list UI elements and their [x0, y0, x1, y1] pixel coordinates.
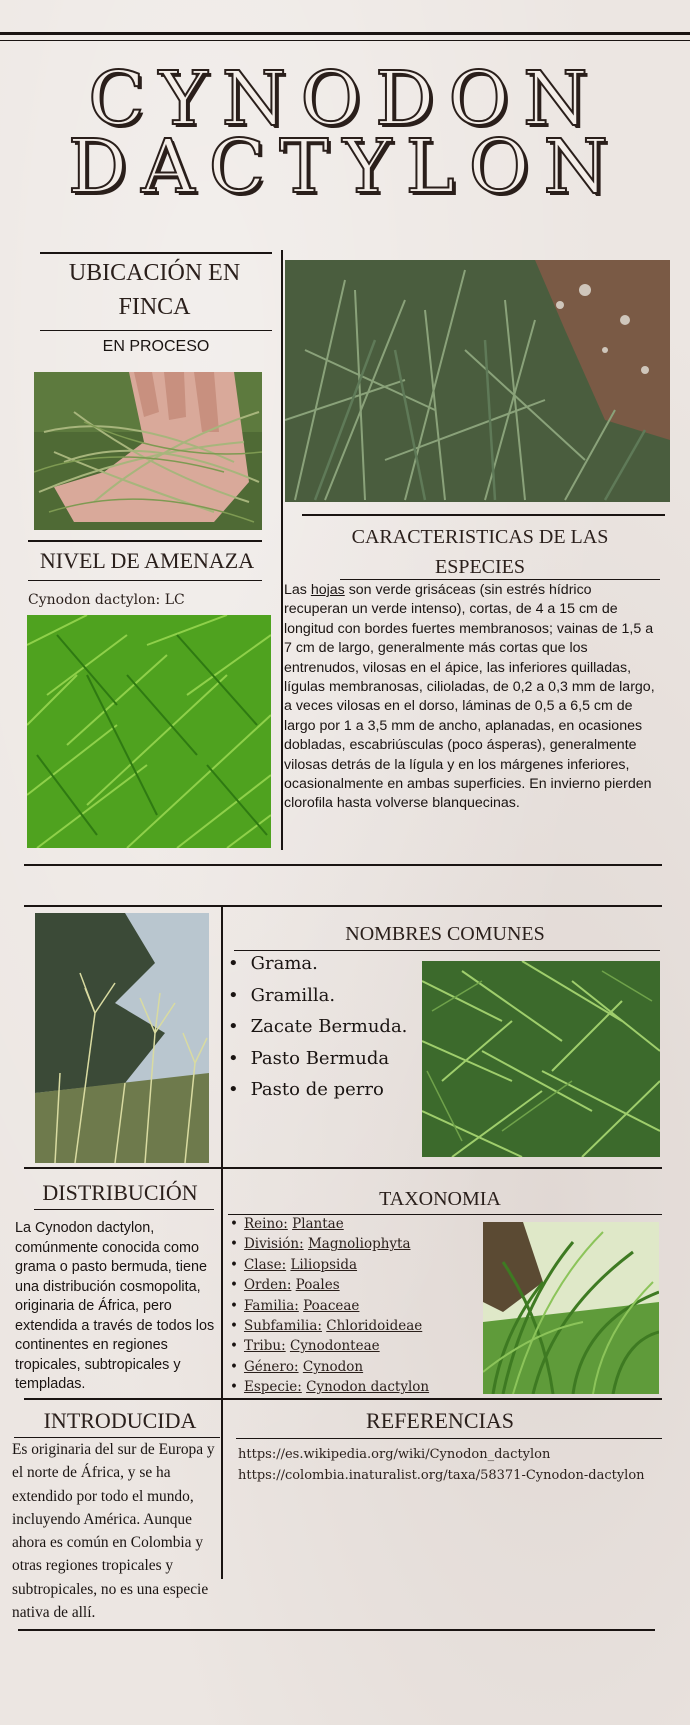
caracteristicas-heading: CARACTERISTICAS DE LAS ESPECIES	[351, 526, 609, 578]
divider	[340, 579, 660, 580]
photo-seed-heads	[35, 913, 209, 1163]
introducida-heading: INTRODUCIDA	[43, 1408, 197, 1433]
photo-lawn	[27, 615, 271, 848]
tax-label: Especie:	[243, 1379, 302, 1396]
list-item: • Gramilla.	[228, 980, 407, 1012]
list-item	[230, 1316, 429, 1336]
tax-value[interactable]: Plantae	[292, 1216, 344, 1232]
divider	[281, 250, 283, 850]
divider	[221, 1169, 223, 1579]
list-item	[230, 1234, 429, 1254]
list-item	[230, 1255, 429, 1275]
reference-link[interactable]: https://colombia.inaturalist.org/taxa/58371-Cynodon-dactylon	[238, 1468, 645, 1483]
introducida-text: Es originaria del sur de Europa y el norte de África, y se ha extendido por todo el mundo, incluyendo América. Aunque ahora es común en Colombia y otras regiones tropicales y subtropicales, no es una especie nativa de allí.	[12, 1441, 215, 1622]
photo-grass-patch	[422, 961, 660, 1157]
referencias-heading: REFERENCIAS	[366, 1408, 514, 1433]
list-item: • Pasto de perro	[228, 1074, 407, 1106]
tax-value[interactable]: Cynodonteae	[289, 1338, 380, 1355]
divider	[40, 252, 272, 254]
tax-label: Género:	[243, 1358, 299, 1375]
nombres-heading: NOMBRES COMUNES	[345, 923, 545, 945]
tax-value[interactable]: Magnoliophyta	[307, 1236, 411, 1253]
tax-label: Reino:	[243, 1216, 288, 1232]
divider	[302, 514, 665, 516]
nombres-list	[228, 948, 407, 1106]
tax-value[interactable]: Poaceae	[303, 1297, 360, 1314]
divider	[28, 540, 262, 542]
amenaza-value: Cynodon dactylon: LC	[28, 592, 185, 608]
distribucion-text: La Cynodon dactylon, comúnmente conocida como grama o pasto bermuda, tiene una distribución cosmopolita, originaria de África, pero extendida a través de todos los continentes en regiones tropicales, subtropicales y templadas.	[15, 1220, 215, 1392]
tax-label: Familia:	[243, 1297, 299, 1314]
list-item	[230, 1296, 429, 1316]
divider	[236, 1438, 662, 1439]
tax-value[interactable]: Cynodon dactylon	[306, 1379, 430, 1396]
caracteristicas-text-body: son verde grisáceas (sin estrés hídrico recuperan un verde intenso), cortas, de 4 a 15 cm de longitud con bordes fuertes membranosos; vainas de 1,5 a 7 cm de largo, generalmente más cortas que los entrenudos, vilosas en el ápice, las inferiores quilladas, lígulas membranosas, cilioladas, de 0,2 a 0,3 mm de largo, a veces vilosas en el dorso, láminas de 0,5 a 6,5 cm de largo por 1 a 3,5 mm de ancho, aplanadas, en ocasiones dobladas, escabriúsculas (poco ásperas), generalmente vilosas detrás de la lígula y en los márgenes inferiores, ocasionalmente en ambas superficies. En invierno pierden clorofila hasta volverse blanquecinas.	[284, 582, 655, 812]
caracteristicas-text-start: Las	[284, 582, 311, 598]
list-item: • Grama.	[228, 948, 407, 980]
photo-grass-soil	[285, 260, 670, 502]
top-rule	[0, 32, 690, 35]
tax-label: División:	[243, 1236, 304, 1253]
taxonomia-list	[230, 1214, 429, 1398]
tax-value[interactable]: Cynodon	[302, 1358, 364, 1375]
divider	[24, 905, 662, 907]
divider	[24, 1398, 662, 1400]
tax-value[interactable]: Chloridoideae	[326, 1318, 423, 1335]
page-title-line1: CYNODON	[88, 56, 602, 142]
distribucion-heading: DISTRIBUCIÓN	[42, 1180, 198, 1205]
ubicacion-heading: UBICACIÓN EN FINCA	[68, 260, 241, 320]
taxonomia-heading: TAXONOMIA	[379, 1188, 501, 1210]
divider	[34, 1209, 214, 1210]
list-item	[230, 1275, 429, 1295]
ubicacion-status: EN PROCESO	[102, 338, 210, 355]
hojas-link[interactable]: hojas	[310, 582, 345, 598]
page-title-line2: DACTYLON	[67, 124, 623, 210]
amenaza-heading: NIVEL DE AMENAZA	[39, 548, 255, 573]
tax-label: Subfamilia:	[243, 1318, 322, 1335]
tax-value[interactable]: Poales	[295, 1277, 340, 1294]
tax-label: Clase:	[243, 1256, 287, 1273]
bottom-rule	[18, 1629, 655, 1631]
list-item	[230, 1214, 429, 1234]
list-item	[230, 1336, 429, 1356]
referencias-list	[238, 1444, 658, 1486]
list-item: • Zacate Bermuda.	[228, 1011, 407, 1043]
divider	[28, 580, 262, 581]
divider	[24, 1167, 662, 1169]
caracteristicas-text	[284, 581, 656, 814]
tax-label: Orden:	[243, 1277, 292, 1294]
list-item: • Pasto Bermuda	[228, 1043, 407, 1075]
list-item	[230, 1357, 429, 1377]
reference-link[interactable]: https://es.wikipedia.org/wiki/Cynodon_dactylon	[238, 1447, 551, 1462]
divider	[40, 330, 272, 331]
divider	[24, 864, 662, 866]
tax-label: Tribu:	[243, 1338, 286, 1355]
tax-value[interactable]: Liliopsida	[290, 1256, 358, 1273]
divider	[221, 905, 223, 1167]
list-item	[230, 1377, 429, 1397]
photo-tall-grass	[483, 1222, 659, 1394]
top-rule-thin	[0, 40, 690, 41]
photo-hand-grass	[34, 372, 262, 530]
